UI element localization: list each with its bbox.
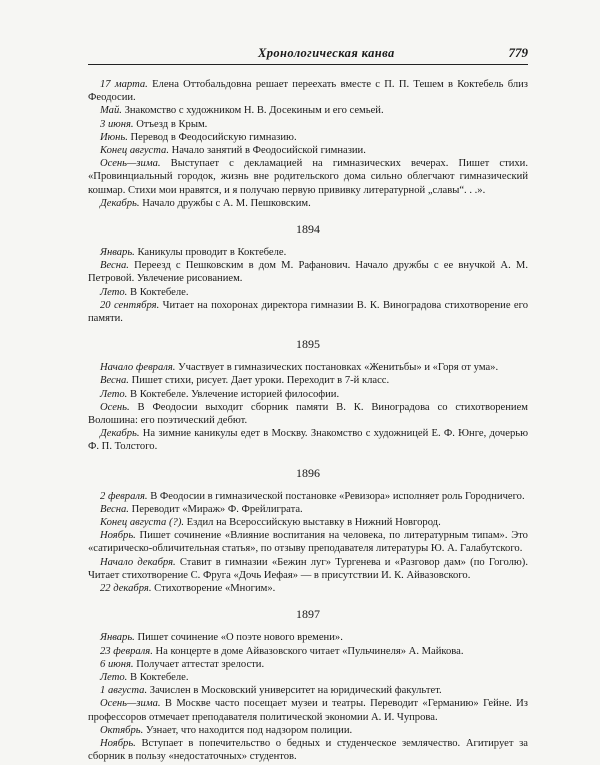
chronology-entry (88, 131, 528, 144)
entry-text: Знакомство с художником Н. В. Досекиным и его семьей. (124, 105, 384, 117)
entry-date: Май. (100, 105, 122, 117)
entry-date: 1 августа. (100, 685, 148, 697)
entry-text: Выступает с декламацией на гимназических вечерах. Пишет стихи. «Провинциальный городок, жизнь вне родительского дома сильно облегчают гимназический кошмар. Стихи мои нравятся, и я получаю первую прививку литературной „славы“. . .». (88, 158, 528, 196)
entry-date: Осень—зима. (100, 698, 161, 710)
chronology-entry (88, 118, 528, 131)
chronology-text (88, 78, 528, 763)
page-number: 779 (508, 45, 528, 60)
year-heading: 1896 (296, 465, 320, 480)
chronology-entry (88, 361, 528, 374)
entry-text: Елена Оттобальдовна решает переехать вместе с П. П. Тешем в Коктебель близ Феодосии. (88, 79, 528, 104)
chronology-entry (88, 737, 528, 763)
entry-date: Декабрь. (100, 197, 140, 209)
entry-date: Январь. (100, 247, 135, 259)
entry-date: Начало декабря. (100, 556, 176, 568)
entry-date: Весна. (100, 503, 129, 515)
year-section (88, 466, 528, 596)
entry-date: 3 июня. (100, 118, 134, 130)
entry-date: Начало февраля. (100, 362, 176, 374)
entry-text: Начало занятий в Феодосийской гимназии. (171, 145, 366, 157)
year-section (88, 607, 528, 763)
entry-date: 23 февраля. (100, 645, 153, 657)
chronology-entry (88, 157, 528, 197)
entry-date: 6 июня. (100, 658, 134, 670)
entry-text: Зачислен в Московский университет на юридический факультет. (149, 685, 442, 697)
chronology-entry (88, 104, 528, 117)
entry-text: В Москве часто посещает музеи и театры. Переводит «Германию» Гейне. Из профессоров отмечает преподавателя политической экономии А. И. Чупрова. (88, 698, 528, 723)
entry-date: Осень—зима. (100, 158, 161, 170)
entry-text: Переводит «Мираж» Ф. Фрейлиграта. (131, 503, 303, 515)
chronology-entry (88, 401, 528, 427)
entry-date: Осень. (100, 401, 130, 413)
chronology-entry (88, 246, 528, 259)
page-header (88, 44, 528, 65)
entry-date: Июнь. (100, 131, 128, 143)
entry-date: Лето. (100, 388, 128, 400)
entry-date: Конец августа. (100, 145, 169, 157)
entry-text: Ездил на Всероссийскую выставку в Нижний Новгород. (186, 517, 441, 529)
chronology-entry (88, 503, 528, 516)
chronology-entry (88, 299, 528, 325)
chronology-entry (88, 259, 528, 285)
entry-date: 2 февраля. (100, 490, 148, 502)
running-title: Хронологическая канва (258, 46, 395, 60)
entry-date: Весна. (100, 375, 129, 387)
entry-text: Узнает, что находится под надзором полиции. (145, 724, 353, 736)
entry-text: Читает на похоронах директора гимназии В. К. Виноградова стихотворение его памяти. (88, 299, 528, 325)
chronology-entry (88, 427, 528, 453)
entry-date: Весна. (100, 260, 129, 272)
chronology-entry (88, 645, 528, 658)
entry-text: В Феодосии в гимназической постановке «Ревизора» исполняет роль Городничего. (150, 490, 525, 502)
year-section (88, 337, 528, 453)
entry-date: Ноябрь. (100, 530, 136, 542)
entry-date: 17 марта. (100, 79, 148, 90)
entry-text: Отъезд в Крым. (136, 118, 208, 130)
entry-text: В Феодосии выходит сборник памяти В. К. Виноградова со стихотворением Волошина: его поэтический дебют. (88, 401, 528, 427)
entry-text: Пишет сочинение «Влияние воспитания на человека, по литературным типам». Это «сатирическо-обличительная статья», по отзыву преподавателя литературы Ю. А. Галабутского. (88, 530, 528, 555)
year-heading: 1895 (296, 337, 320, 352)
chronology-entry (88, 516, 528, 529)
chronology-entry (88, 658, 528, 671)
chronology-entry (88, 374, 528, 387)
entry-text: Стихотворение «Многим». (154, 583, 276, 595)
entry-text: Каникулы проводит в Коктебеле. (137, 247, 287, 259)
entry-date: 20 сентября. (100, 299, 160, 311)
year-heading: 1894 (296, 222, 320, 237)
entry-text: Получает аттестат зрелости. (136, 658, 265, 670)
chronology-entry (88, 724, 528, 737)
entry-text: В Коктебеле. (130, 671, 189, 683)
entry-text: Пишет сочинение «О поэте нового времени». (137, 632, 343, 644)
chronology-entry (88, 556, 528, 582)
chronology-entry (88, 286, 528, 299)
chronology-entry (88, 529, 528, 555)
entry-text: Начало дружбы с А. М. Пешковским. (142, 197, 311, 209)
entry-text: Вступает в попечительство о бедных и студенческое землячество. Агитирует за сборник в пользу «недостаточных» студентов. (88, 737, 528, 763)
year-section (88, 222, 528, 325)
chronology-entry (88, 582, 528, 595)
chronology-entry (88, 78, 528, 104)
chronology-entry (88, 197, 528, 210)
entry-text: Участвует в гимназических постановках «Женитьбы» и «Горя от ума». (178, 362, 499, 374)
chronology-entry (88, 697, 528, 723)
entry-date: 22 декабря. (100, 583, 152, 595)
chronology-entry (88, 684, 528, 697)
entry-text: Ставит в гимназии «Бежин луг» Тургенева и «Разговор дам» (по Гоголю). Читает стихотворение С. Фруга «Дочь Иефая» — в присутствии И. К. Айвазовского. (88, 556, 528, 581)
entry-text: В Коктебеле. (130, 286, 189, 298)
entry-date: Конец августа (?). (100, 517, 184, 529)
entry-date: Ноябрь. (100, 737, 136, 749)
entry-text: Переезд с Пешковским в дом М. Рафанович. Начало дружбы с ее внучкой А. М. Петровой. Увлечение рисованием. (88, 260, 528, 285)
entry-text: Перевод в Феодосийскую гимназию. (130, 131, 297, 143)
entry-text: На зимние каникулы едет в Москву. Знакомство с художницей Е. Ф. Юнге, дочерью Ф. П. Толстого. (88, 428, 528, 453)
entry-date: Лето. (100, 286, 128, 298)
entry-text: В Коктебеле. Увлечение историей философии. (130, 388, 340, 400)
chronology-entry (88, 388, 528, 401)
entry-date: Лето. (100, 671, 128, 683)
entry-text: На концерте в доме Айвазовского читает «Пульчинеля» А. Майкова. (155, 645, 464, 657)
year-heading: 1897 (296, 607, 320, 622)
chronology-entry (88, 490, 528, 503)
entry-date: Январь. (100, 632, 135, 644)
chronology-entry (88, 144, 528, 157)
entry-date: Декабрь. (100, 428, 140, 440)
entry-date: Октябрь. (100, 724, 144, 736)
chronology-entry (88, 671, 528, 684)
entry-text: Пишет стихи, рисует. Дает уроки. Переходит в 7-й класс. (131, 375, 390, 387)
year-section (88, 78, 528, 210)
chronology-entry (88, 631, 528, 644)
